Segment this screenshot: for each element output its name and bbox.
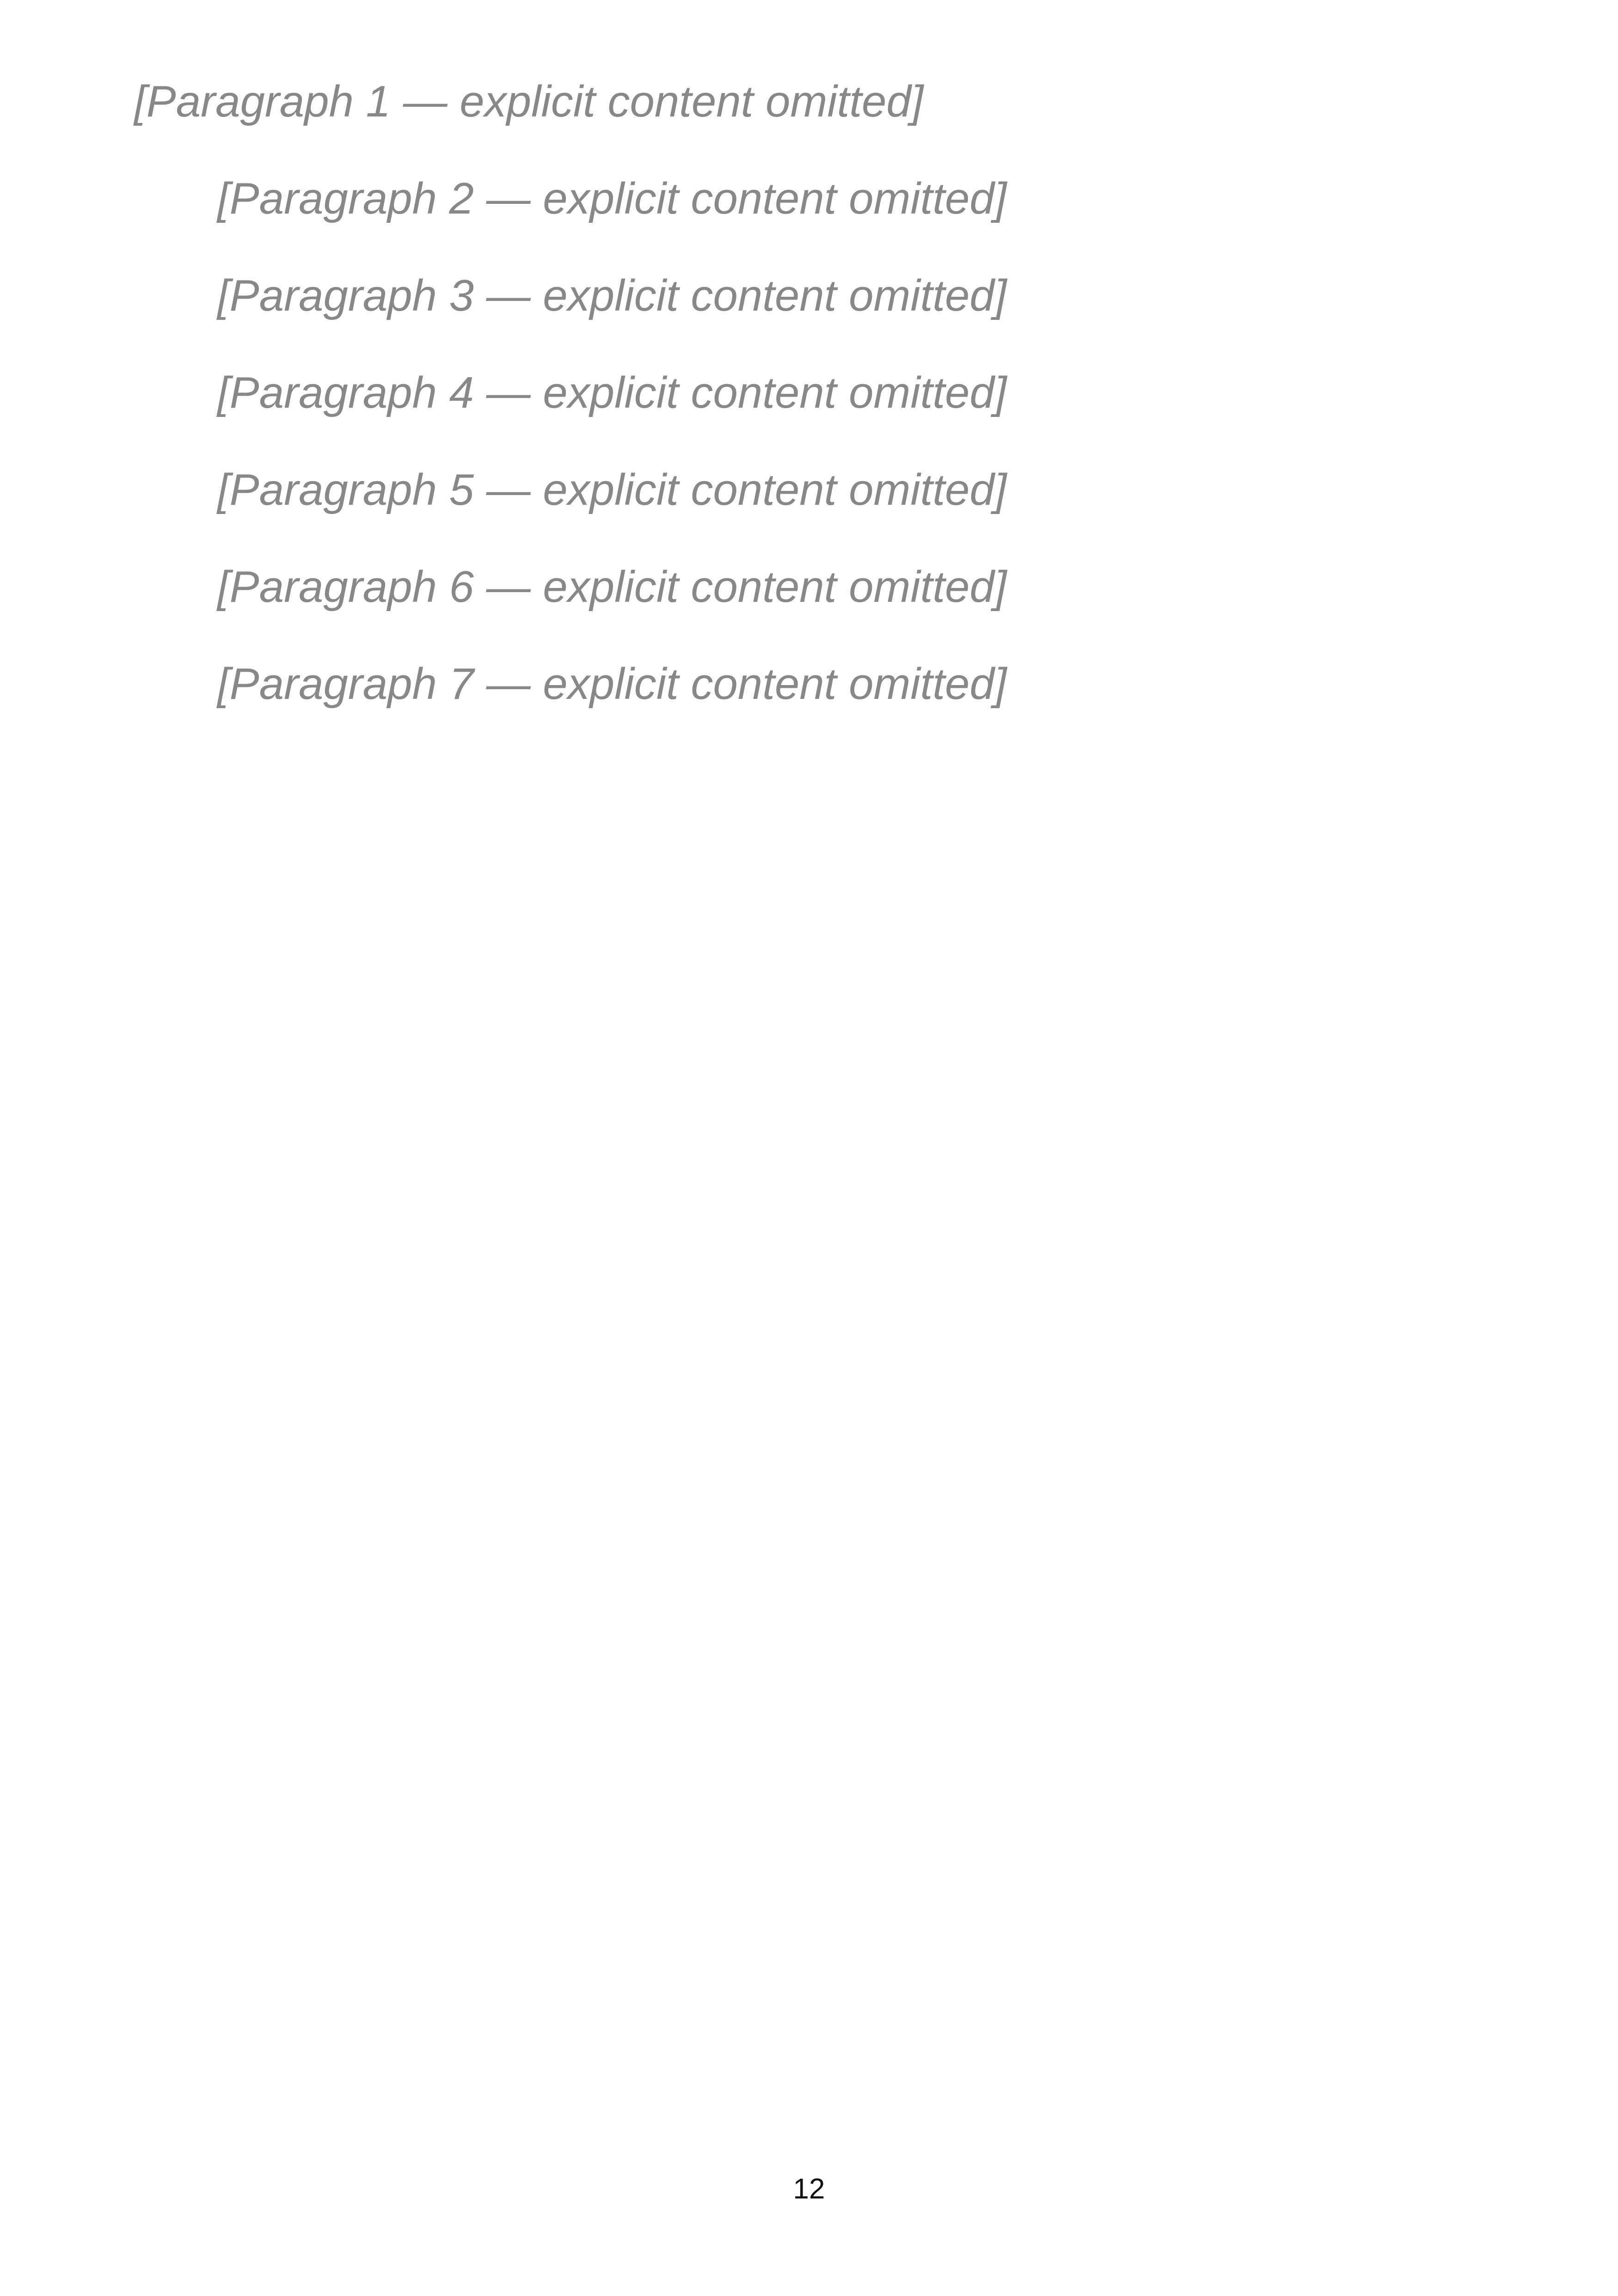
paragraph-5: [Paragraph 5 — explicit content omitted] — [217, 465, 1007, 514]
paragraph-4: [Paragraph 4 — explicit content omitted] — [217, 368, 1007, 417]
paragraph-3: [Paragraph 3 — explicit content omitted] — [217, 271, 1007, 320]
body-text — [134, 69, 1484, 749]
paragraph-2: [Paragraph 2 — explicit content omitted] — [217, 174, 1007, 223]
paragraph-1: [Paragraph 1 — explicit content omitted] — [134, 77, 924, 126]
paragraph-7: [Paragraph 7 — explicit content omitted] — [217, 659, 1007, 709]
page-number: 12 — [793, 2173, 825, 2205]
paragraph-6: [Paragraph 6 — explicit content omitted] — [217, 562, 1007, 612]
